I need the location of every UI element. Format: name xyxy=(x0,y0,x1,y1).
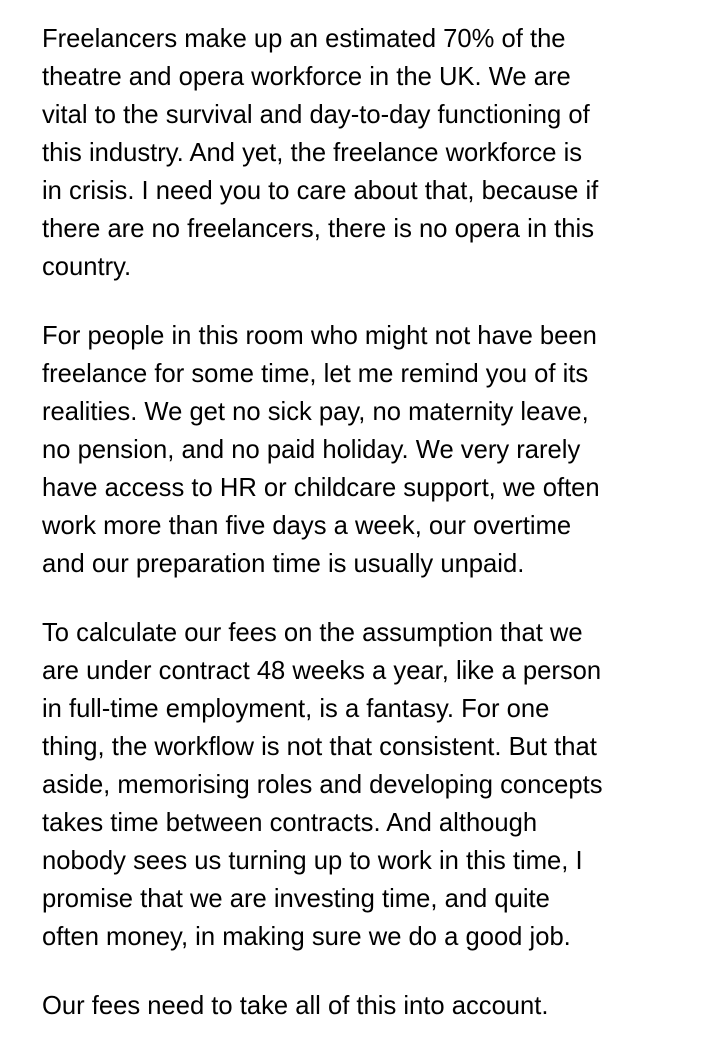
text-line: often money, in making sure we do a good job. xyxy=(42,923,571,951)
text-line: Our fees need to take all of this into account. xyxy=(42,992,549,1020)
text-line: thing, the workflow is not that consistent. But that xyxy=(42,733,597,761)
paragraph-freelance-realities xyxy=(42,317,682,583)
text-line: theatre and opera workforce in the UK. We are xyxy=(42,63,571,91)
text-line: To calculate our fees on the assumption that we xyxy=(42,619,583,647)
text-line: takes time between contracts. And although xyxy=(42,809,538,837)
text-line: freelance for some time, let me remind you of its xyxy=(42,360,589,388)
text-line: are under contract 48 weeks a year, like a person xyxy=(42,657,602,685)
text-line: realities. We get no sick pay, no maternity leave, xyxy=(42,398,589,426)
text-line: have access to HR or childcare support, we often xyxy=(42,474,600,502)
paragraph-fee-calculation xyxy=(42,614,682,956)
text-line: there are no freelancers, there is no opera in this xyxy=(42,215,595,243)
paragraph-freelance-workforce xyxy=(42,20,682,286)
text-line: no pension, and no paid holiday. We very rarely xyxy=(42,436,581,464)
text-line: aside, memorising roles and developing concepts xyxy=(42,771,603,799)
text-line: For people in this room who might not have been xyxy=(42,322,597,350)
text-line: in crisis. I need you to care about that, because if xyxy=(42,177,599,205)
text-line: in full-time employment, is a fantasy. For one xyxy=(42,695,550,723)
text-line: and our preparation time is usually unpaid. xyxy=(42,550,525,578)
text-line: vital to the survival and day-to-day functioning of xyxy=(42,101,590,129)
text-line: Freelancers make up an estimated 70% of the xyxy=(42,25,566,53)
text-line: work more than five days a week, our overtime xyxy=(42,512,572,540)
document-body xyxy=(42,20,682,1025)
text-line: country. xyxy=(42,253,132,281)
text-line: promise that we are investing time, and quite xyxy=(42,885,550,913)
text-line: nobody sees us turning up to work in this time, I xyxy=(42,847,583,875)
text-line: this industry. And yet, the freelance workforce is xyxy=(42,139,583,167)
paragraph-conclusion xyxy=(42,987,682,1025)
